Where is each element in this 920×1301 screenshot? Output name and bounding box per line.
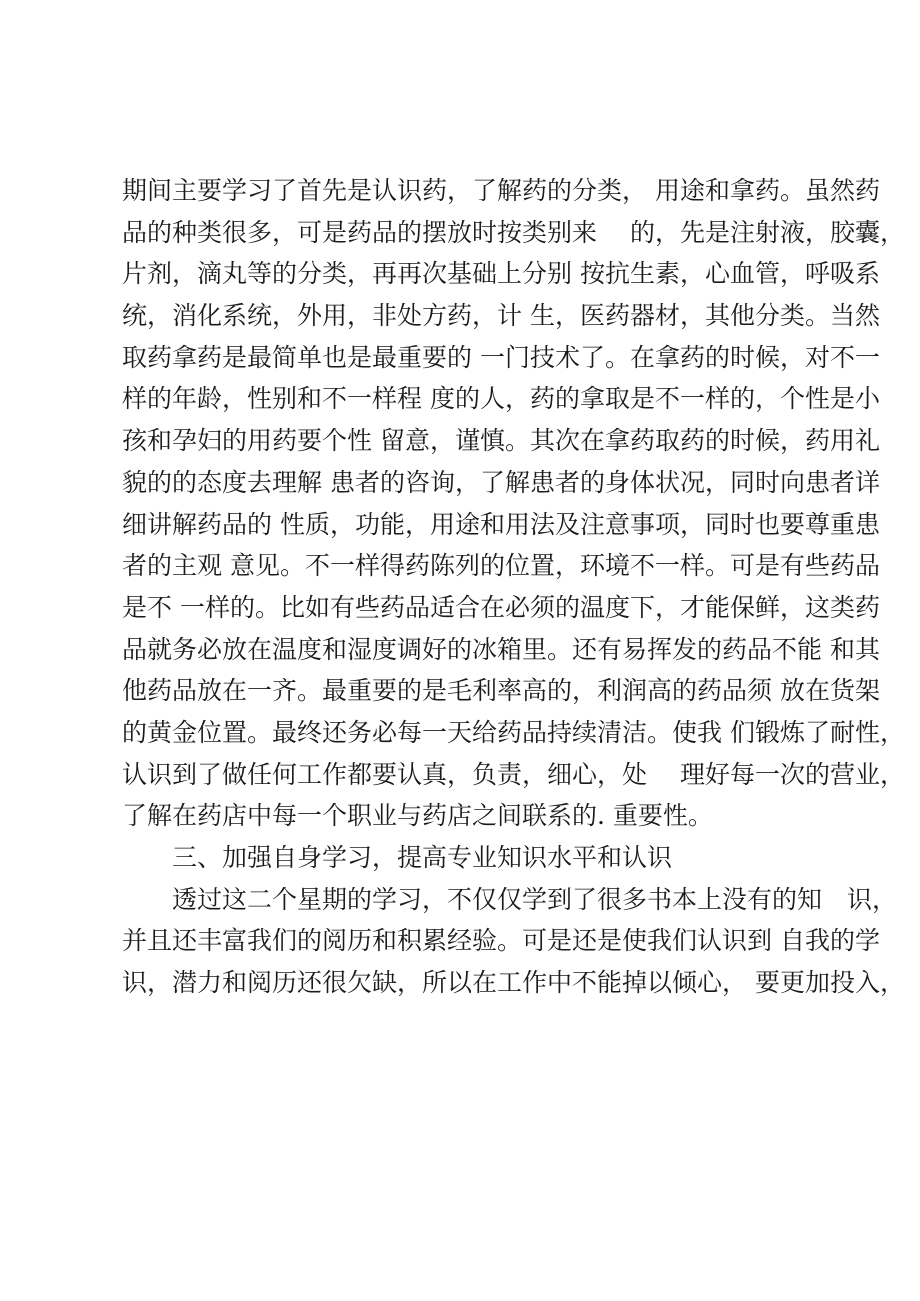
text-line: 者的主观 意见。不一样得药陈列的位置，环境不一样。可是有些药品 <box>122 551 880 581</box>
section-heading <box>122 837 822 879</box>
text-line: 识，潜力和阅历还很欠缺，所以在工作中不能掉以倾心， 要更加投入， <box>122 968 905 998</box>
text-line: 是不 一样的。比如有些药品适合在必须的温度下，才能保鲜，这类药 <box>122 592 880 622</box>
text-line: 细讲解药品的 性质，功能，用途和用法及注意事项，同时也要尊重患 <box>122 509 880 539</box>
text-line: 品的种类很多，可是药品的摆放时按类别来 的，先是注射液，胶囊， <box>122 217 905 247</box>
text-line: 取药拿药是最简单也是最重要的 一门技术了。在拿药的时候，对不一 <box>122 342 880 372</box>
text-line: 样的年龄，性别和不一样程 度的人，药的拿取是不一样的，个性是小 <box>122 384 880 414</box>
text-line: 品就务必放在温度和湿度调好的冰箱里。还有易挥发的药品不能 和其 <box>122 634 880 664</box>
text-line: 认识到了做任何工作都要认真，负责，细心，处 理好每一次的营业， <box>122 759 905 789</box>
text-line: 貌的的态度去理解 患者的咨询，了解患者的身体状况，同时向患者详 <box>122 467 880 497</box>
document-body <box>122 170 905 1004</box>
text-line: 期间主要学习了首先是认识药，了解药的分类， 用途和拿药。虽然药 <box>122 176 880 205</box>
text-line: 统，消化系统，外用，非处方药，计 生，医药器材，其他分类。当然 <box>122 301 880 331</box>
text-line: 他药品放在一齐。最重要的是毛利率高的，利润高的药品须 放在货架 <box>122 676 880 706</box>
text-line: 的黄金位置。最终还务必每一天给药品持续清洁。使我 们锻炼了耐性， <box>122 717 905 747</box>
text-line: 孩和孕妇的用药要个性 留意，谨慎。其次在拿药取药的时候，药用礼 <box>122 426 880 456</box>
paragraph <box>122 879 905 1004</box>
text-line: 片剂，滴丸等的分类，再再次基础上分别 按抗生素，心血管，呼吸系 <box>122 259 880 289</box>
paragraph <box>122 170 905 837</box>
text-line: 了解在药店中每一个职业与药店之间联系的. 重要性。 <box>122 801 713 831</box>
text-line: 透过这二个星期的学习，不仅仅学到了很多书本上没有的知 识， <box>172 884 898 914</box>
text-line: 并且还丰富我们的阅历和积累经验。可是还是使我们认识到 自我的学 <box>122 926 880 956</box>
text-line: 三、加强自身学习，提高专业知识水平和认识 <box>172 843 673 872</box>
